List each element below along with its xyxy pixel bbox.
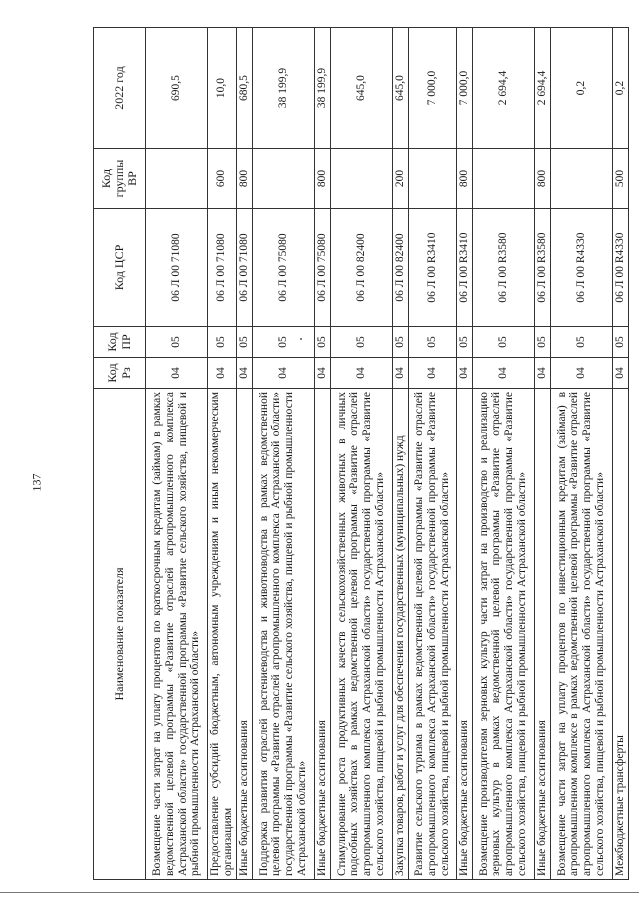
row-pr: 05 xyxy=(392,327,408,358)
row-vr: 800 xyxy=(314,149,330,209)
row-amount: 2 694,4 xyxy=(534,28,550,149)
row-name: Предоставление субсидий бюджетным, автономным учреждениям и иным некоммерческим организациям xyxy=(208,389,237,880)
row-vr xyxy=(472,149,534,209)
row-rz: 04 xyxy=(236,358,252,389)
row-pr: 05 xyxy=(408,327,456,358)
row-rz: 04 xyxy=(534,358,550,389)
row-pr: 05 xyxy=(314,327,330,358)
row-amount: 645,0 xyxy=(392,28,408,149)
row-rz: 04 xyxy=(208,358,237,389)
row-vr: 600 xyxy=(208,149,237,209)
row-name: Стимулирование роста продуктивных качеств сельскохозяйственных животных в личных подсобных хозяйствах в рамках ведомственной целевой программы «Развитие отраслей агропромышленного комплекса Астраханской области» государственной программы «Развитие сельского хозяйства, пищевой и рыбной промышленности Астраханской области» xyxy=(330,389,392,880)
row-rz: 04 xyxy=(472,358,534,389)
row-name: Возмещение части затрат на уплату процентов по краткосрочным кредитам (займам) в рамках ведомственной целевой программы «Развитие отраслей агропромышленного комплекса Астраханской области» государственной программы «Развитие сельского хозяйства, пищевой и рыбной промышленности Астраханской области» xyxy=(146,389,208,880)
row-amount: 0,2 xyxy=(612,28,628,149)
row-vr xyxy=(408,149,456,209)
row-amount: 10,0 xyxy=(208,28,237,149)
row-rz: 04 xyxy=(456,358,472,389)
row-vr xyxy=(330,149,392,209)
row-csr: 06 Л 00 R3410 xyxy=(408,209,456,327)
table-row xyxy=(408,28,456,880)
page-number: 137 xyxy=(29,473,44,492)
row-vr: 800 xyxy=(534,149,550,209)
row-name: Поддержка развития отраслей растениеводства и животноводства в рамках ведомственной целевой программы «Развитие отраслей агропромышленного комплекса Астраханской области» государственной программы «Развитие сельского хозяйства, пищевой и рыбной промышленности Астраханской области» xyxy=(252,389,314,880)
row-csr: 06 Л 00 R4330 xyxy=(550,209,612,327)
row-pr: 05 xyxy=(534,327,550,358)
row-rz: 04 xyxy=(408,358,456,389)
row-vr xyxy=(252,149,314,209)
row-rz: 04 xyxy=(612,358,628,389)
row-pr: 05 xyxy=(550,327,612,358)
row-pr: 05 xyxy=(236,327,252,358)
row-csr: 06 Л 00 75080 xyxy=(252,209,314,327)
header-row xyxy=(94,28,146,880)
row-name: Иные бюджетные ассигнования xyxy=(534,389,550,880)
table-row xyxy=(392,28,408,880)
row-pr: 05 xyxy=(612,327,628,358)
budget-table xyxy=(93,27,629,880)
row-name: Иные бюджетные ассигнования xyxy=(314,389,330,880)
table-row xyxy=(472,28,534,880)
row-name: Возмещение производителям зерновых культур части затрат на производство и реализацию зерновых культур в рамках ведомственной целевой программы «Развитие отраслей агропромышленного комплекса Астраханской области» государственной программы «Развитие сельского хозяйства, пищевой и рыбной промышленности Астраханской области» xyxy=(472,389,534,880)
row-vr: 800 xyxy=(456,149,472,209)
header-name: Наименование показателя xyxy=(94,389,146,880)
row-name: Иные бюджетные ассигнования xyxy=(236,389,252,880)
row-vr: 200 xyxy=(392,149,408,209)
header-csr: Код ЦСР xyxy=(94,209,146,327)
row-csr: 06 Л 00 R3580 xyxy=(534,209,550,327)
table-row xyxy=(314,28,330,880)
rotated-table-container xyxy=(93,28,626,880)
table-row xyxy=(236,28,252,880)
header-vr: Код группы ВР xyxy=(94,149,146,209)
table-row xyxy=(330,28,392,880)
rotated-table-frame xyxy=(93,28,626,880)
row-pr: 05 xyxy=(330,327,392,358)
row-amount: 0,2 xyxy=(550,28,612,149)
table-row xyxy=(612,28,628,880)
row-amount: 645,0 xyxy=(330,28,392,149)
row-vr xyxy=(146,149,208,209)
row-csr: 06 Л 00 82400 xyxy=(330,209,392,327)
row-amount: 38 199,9 xyxy=(314,28,330,149)
row-csr: 06 Л 00 75080 xyxy=(314,209,330,327)
row-vr: 800 xyxy=(236,149,252,209)
row-vr: 500 xyxy=(612,149,628,209)
row-csr: 06 Л 00 R3580 xyxy=(472,209,534,327)
row-pr: 05 xyxy=(146,327,208,358)
table-row xyxy=(550,28,612,880)
row-amount: 7 000,0 xyxy=(408,28,456,149)
table-row xyxy=(252,28,314,880)
table-body xyxy=(146,28,629,880)
row-name: Закупка товаров, работ и услуг для обеспечения государственных (муниципальных) нужд xyxy=(392,389,408,880)
row-rz: 04 xyxy=(314,358,330,389)
row-csr: 06 Л 00 R4330 xyxy=(612,209,628,327)
row-amount: 7 000,0 xyxy=(456,28,472,149)
row-amount: 680,5 xyxy=(236,28,252,149)
header-rz: Код Рз xyxy=(94,358,146,389)
row-csr: 06 Л 00 71080 xyxy=(146,209,208,327)
row-csr: 06 Л 00 82400 xyxy=(392,209,408,327)
row-amount: 2 694,4 xyxy=(472,28,534,149)
row-amount: 690,5 xyxy=(146,28,208,149)
header-amount: 2022 год xyxy=(94,28,146,149)
table-row xyxy=(534,28,550,880)
row-name: Возмещение части затрат на уплату процентов по инвестиционным кредитам (займам) в агропромышленном комплексе в рамках ведомственной целевой программы «Развитие отраслей агропромышленного комплекса Астраханской области» государственной программы «Развитие сельского хозяйства, пищевой и рыбной промышленности Астраханской области» xyxy=(550,389,612,880)
row-rz: 04 xyxy=(252,358,314,389)
table-row xyxy=(146,28,208,880)
row-rz: 04 xyxy=(550,358,612,389)
row-rz: 04 xyxy=(146,358,208,389)
row-name: Иные бюджетные ассигнования xyxy=(456,389,472,880)
row-amount: 38 199,9 xyxy=(252,28,314,149)
table-row xyxy=(208,28,237,880)
header-pr: Код ПР xyxy=(94,327,146,358)
row-pr: 05 xyxy=(208,327,237,358)
row-csr: 06 Л 00 71080 xyxy=(208,209,237,327)
table-row xyxy=(456,28,472,880)
row-rz: 04 xyxy=(330,358,392,389)
row-name: Развитие сельского туризма в рамках ведомственной целевой программы «Развитие отраслей агропромышленного комплекса Астраханской области» государственной программы «Развитие сельского хозяйства, пищевой и рыбной промышленности Астраханской области» xyxy=(408,389,456,880)
row-pr: 05 xyxy=(472,327,534,358)
row-name: Межбюджетные трансферты xyxy=(612,389,628,880)
row-rz: 04 xyxy=(392,358,408,389)
row-csr: 06 Л 00 R3410 xyxy=(456,209,472,327)
row-pr: 05 xyxy=(252,327,314,358)
table-header xyxy=(94,28,146,880)
row-pr: 05 xyxy=(456,327,472,358)
page-bottom-edge xyxy=(0,892,639,893)
row-vr xyxy=(550,149,612,209)
row-csr: 06 Л 00 71080 xyxy=(236,209,252,327)
